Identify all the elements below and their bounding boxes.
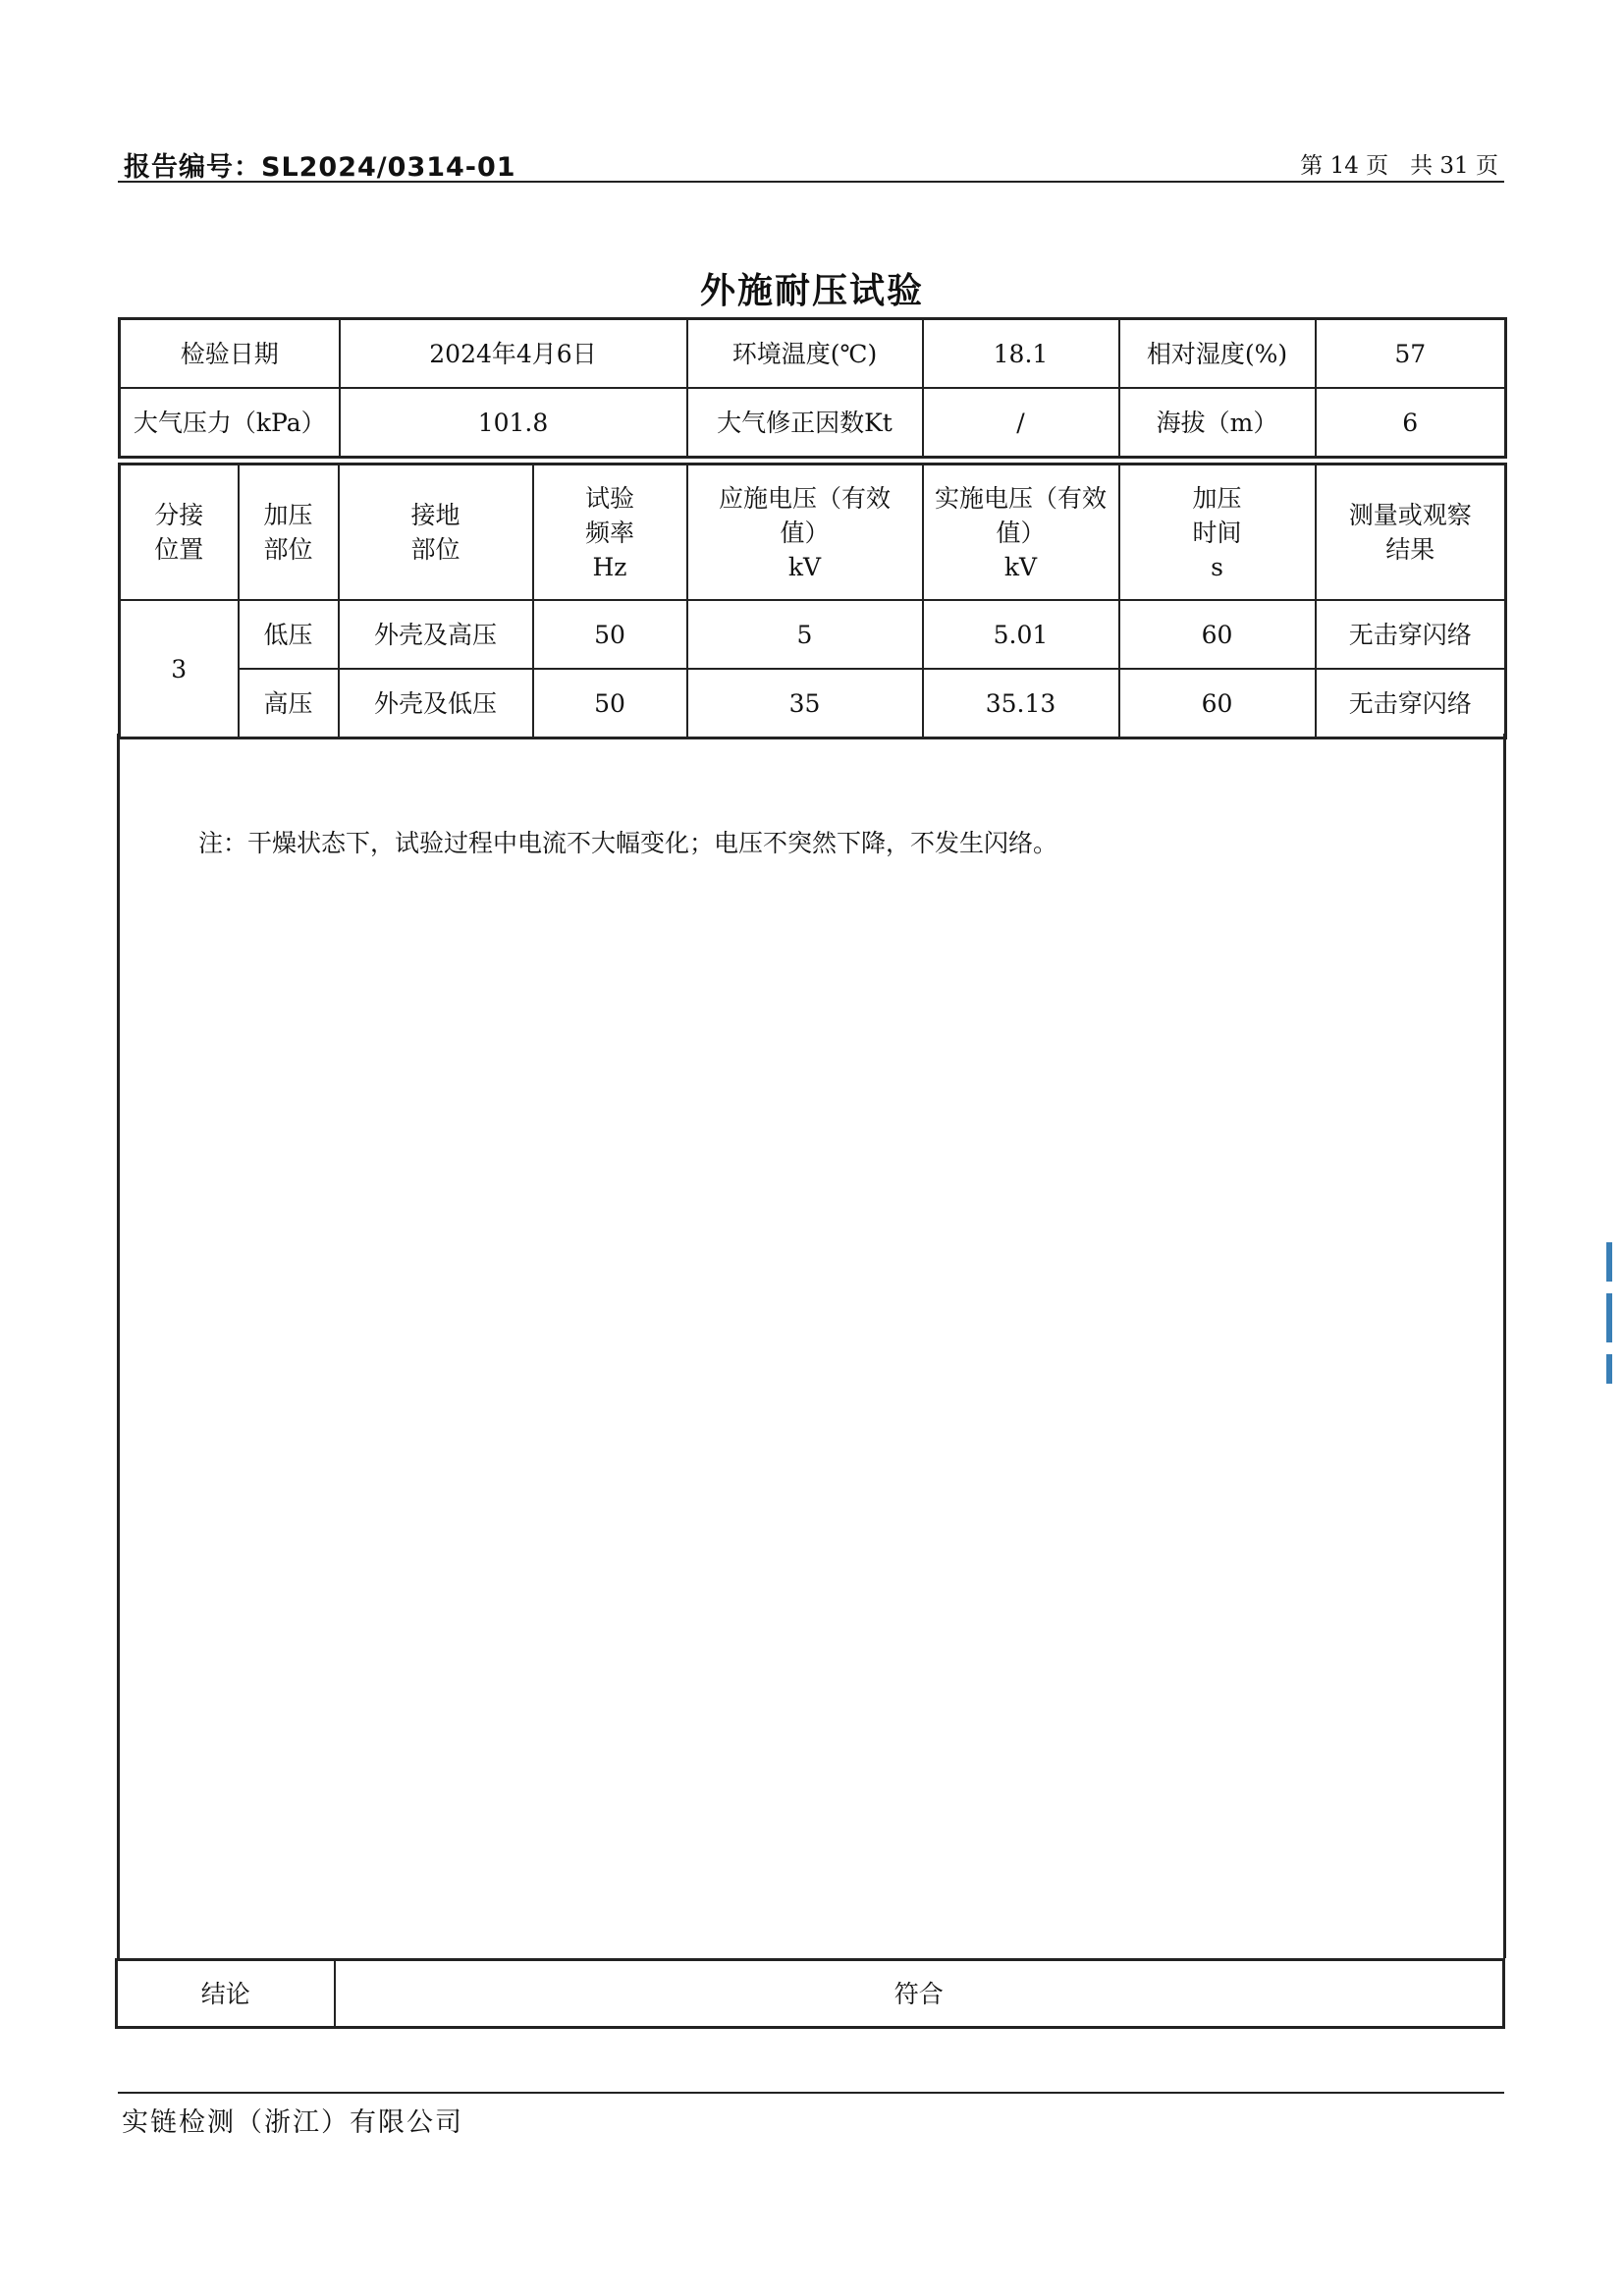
environment-table xyxy=(118,317,1507,459)
conclusion-value: 符合 xyxy=(335,1960,1504,2028)
actual-voltage: 5.01 xyxy=(923,600,1119,669)
duration: 60 xyxy=(1119,600,1316,669)
date-label: 检验日期 xyxy=(120,319,340,389)
energized-part: 高压 xyxy=(239,669,339,738)
page-title: 外施耐压试验 xyxy=(699,271,924,311)
kt-label: 大气修正因数Kt xyxy=(687,388,923,458)
actual-voltage: 35.13 xyxy=(923,669,1119,738)
altitude-label: 海拔（m） xyxy=(1119,388,1316,458)
conclusion-label: 结论 xyxy=(117,1960,335,2028)
humidity-label: 相对湿度(%) xyxy=(1119,319,1316,389)
header-tap-position: 分接 位置 xyxy=(120,465,239,601)
grounded-part: 外壳及低压 xyxy=(339,669,533,738)
company-name: 实链检测（浙江）有限公司 xyxy=(122,2107,463,2138)
report-number: 报告编号：SL2024/0314-01 xyxy=(124,152,516,183)
tap-position-value: 3 xyxy=(120,600,239,738)
frequency: 50 xyxy=(533,669,687,738)
header-duration: 加压 时间 s xyxy=(1119,465,1316,601)
pressure-value: 101.8 xyxy=(340,388,687,458)
duration: 60 xyxy=(1119,669,1316,738)
result: 无击穿闪络 xyxy=(1316,600,1506,669)
header-divider xyxy=(118,181,1504,183)
header-energized-part: 加压 部位 xyxy=(239,465,339,601)
footer-divider xyxy=(118,2092,1504,2094)
altitude-value: 6 xyxy=(1316,388,1506,458)
grounded-part: 外壳及高压 xyxy=(339,600,533,669)
page-indicator: 第 14 页 共 31 页 xyxy=(1300,153,1498,179)
header-test-frequency: 试验 频率 Hz xyxy=(533,465,687,601)
humidity-value: 57 xyxy=(1316,319,1506,389)
test-note: 注：干燥状态下，试验过程中电流不大幅变化；电压不突然下降，不发生闪络。 xyxy=(198,829,1058,857)
temperature-label: 环境温度(℃) xyxy=(687,319,923,389)
kt-value: / xyxy=(923,388,1119,458)
date-value: 2024年4月6日 xyxy=(340,319,687,389)
pressure-label: 大气压力（kPa） xyxy=(120,388,340,458)
frequency: 50 xyxy=(533,600,687,669)
table-row xyxy=(120,600,1506,669)
note-area xyxy=(117,734,1506,1958)
table-row xyxy=(120,669,1506,738)
result: 无击穿闪络 xyxy=(1316,669,1506,738)
conclusion-table xyxy=(115,1958,1505,2029)
binding-stamp-edge xyxy=(1606,1242,1614,1407)
applied-voltage: 5 xyxy=(687,600,923,669)
temperature-value: 18.1 xyxy=(923,319,1119,389)
energized-part: 低压 xyxy=(239,600,339,669)
applied-voltage: 35 xyxy=(687,669,923,738)
header-grounded-part: 接地 部位 xyxy=(339,465,533,601)
header-actual-voltage: 实施电压（有效 值） kV xyxy=(923,465,1119,601)
header-result: 测量或观察 结果 xyxy=(1316,465,1506,601)
header-applied-voltage: 应施电压（有效 值） kV xyxy=(687,465,923,601)
withstand-test-table xyxy=(118,463,1507,739)
